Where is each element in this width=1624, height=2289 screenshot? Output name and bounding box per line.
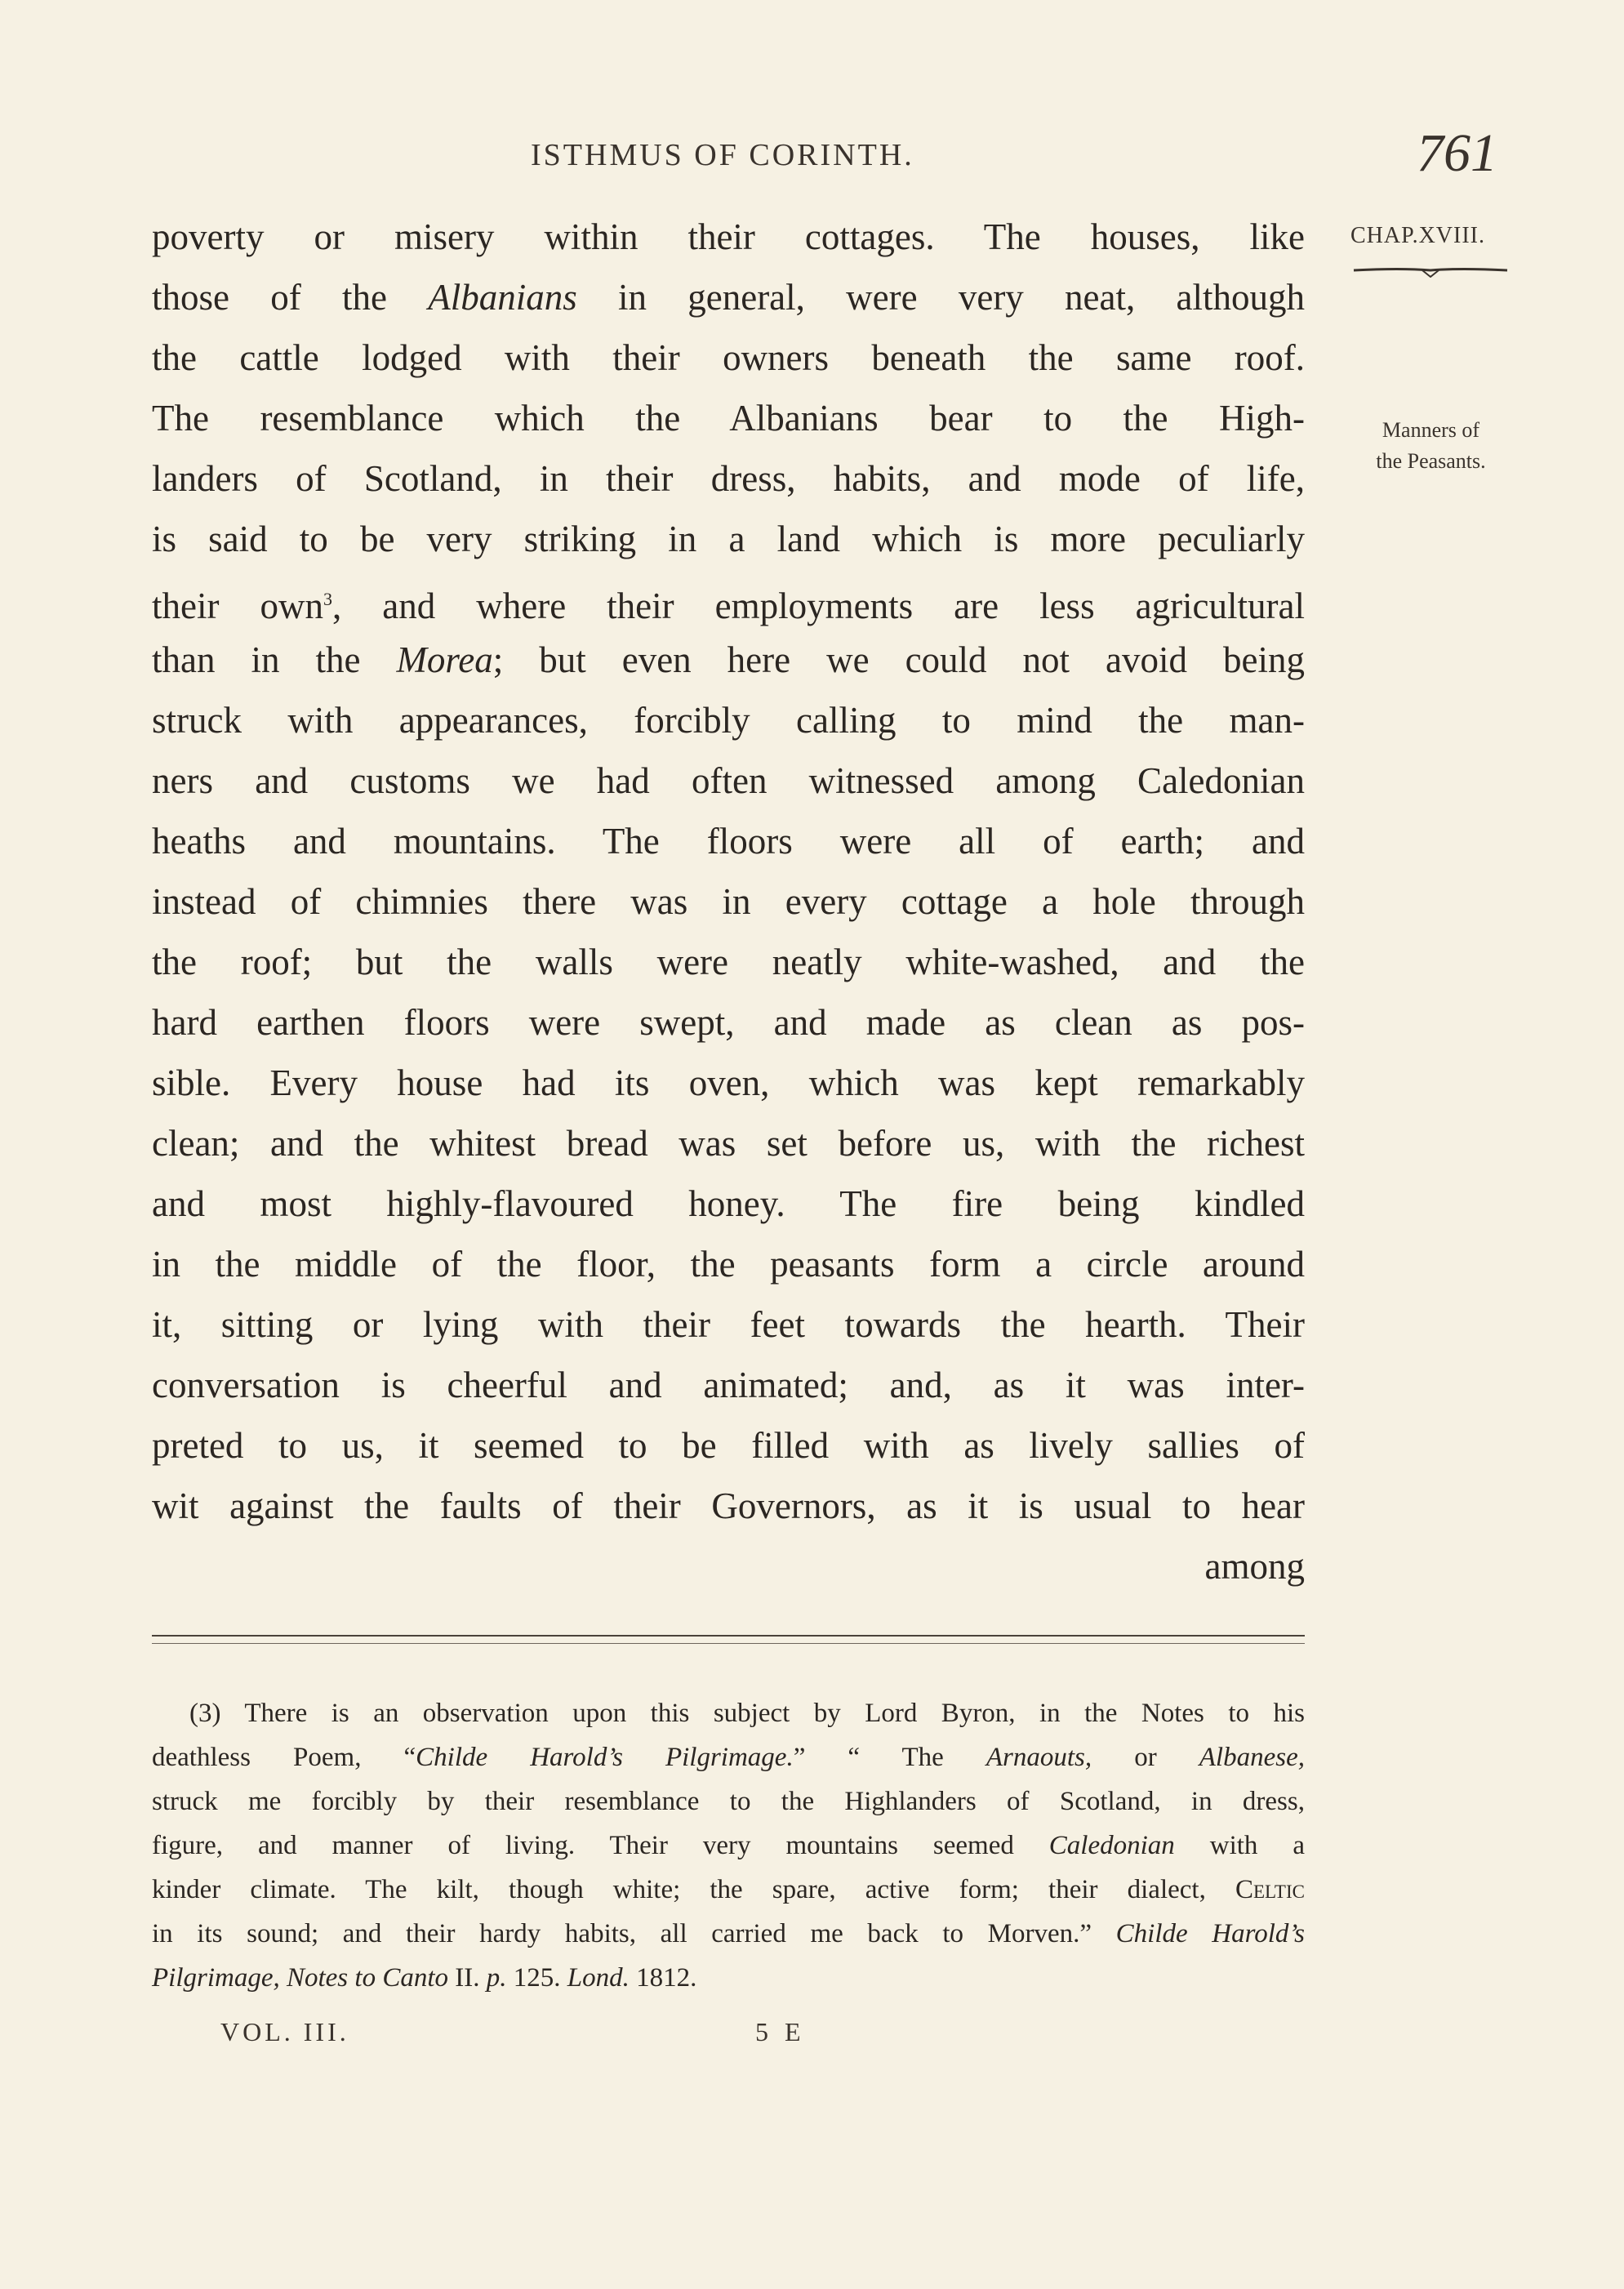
text-line: instead of chimnies there was in every cottage a hole through bbox=[152, 881, 1305, 922]
footnote-line: deathless Poem, “Childe Harold’s Pilgrimage.” “ The Arnaouts, or Albanese, bbox=[152, 1743, 1305, 1772]
chapter-rule-ornament bbox=[1352, 266, 1509, 278]
footnote-line: struck me forcibly by their resemblance to the Highlanders of Scotland, in dress, bbox=[152, 1787, 1305, 1816]
text-line: in the middle of the floor, the peasants form a circle around bbox=[152, 1244, 1305, 1285]
footnote-line: (3) There is an observation upon this subject by Lord Byron, in the Notes to his bbox=[189, 1699, 1305, 1728]
gathering-signature: 5 E bbox=[755, 2017, 806, 2046]
italic-term: Albanians bbox=[428, 277, 577, 318]
marginal-note bbox=[1343, 415, 1519, 477]
volume-signature: VOL. III. bbox=[220, 2017, 349, 2046]
footnote bbox=[152, 1691, 1305, 2000]
marginal-note-line: Manners of bbox=[1382, 418, 1480, 442]
text-line: heaths and mountains. The floors were all of earth; and bbox=[152, 821, 1305, 862]
small-caps-term: Celtic bbox=[1235, 1875, 1305, 1904]
page-number: 761 bbox=[1417, 123, 1497, 183]
catchword: among bbox=[1204, 1546, 1305, 1587]
footnote-line: figure, and manner of living. Their very mountains seemed Caledonian with a bbox=[152, 1831, 1305, 1860]
text-line: is said to be very striking in a land which is more peculiarly bbox=[152, 519, 1305, 559]
text-line: clean; and the whitest bread was set before us, with the richest bbox=[152, 1123, 1305, 1164]
running-head: ISTHMUS OF CORINTH. bbox=[531, 138, 914, 172]
text-line: landers of Scotland, in their dress, habits, and mode of life, bbox=[152, 458, 1305, 499]
text-line: it, sitting or lying with their feet towards the hearth. Their bbox=[152, 1304, 1305, 1345]
text-line: struck with appearances, forcibly calling to mind the man- bbox=[152, 700, 1305, 741]
footnote-line: in its sound; and their hardy habits, all carried me back to Morven.” Childe Harold’s bbox=[152, 1919, 1305, 1948]
text-line: the roof; but the walls were neatly white-washed, and the bbox=[152, 942, 1305, 982]
text-line: conversation is cheerful and animated; and, as it was inter- bbox=[152, 1365, 1305, 1405]
footnote-ref: 3 bbox=[323, 589, 332, 609]
main-text bbox=[152, 207, 1305, 1597]
text-line: sible. Every house had its oven, which was kept remarkably bbox=[152, 1062, 1305, 1103]
text-line: their own$^3$, and where their employments are less agricultural bbox=[152, 586, 1305, 626]
footnote-rule bbox=[152, 1643, 1305, 1644]
footnote-rule bbox=[152, 1635, 1305, 1637]
italic-term: Morea bbox=[396, 639, 493, 680]
text-line: wit against the faults of their Governors, as it is usual to hear bbox=[152, 1485, 1305, 1526]
text-line: The resemblance which the Albanians bear to the High- bbox=[152, 398, 1305, 439]
footnote-line: kinder climate. The kilt, though white; the spare, active form; their dialect, Celtic bbox=[152, 1875, 1305, 1904]
text-line: those of the Albanians in general, were very neat, although bbox=[152, 277, 1305, 318]
text-line: ners and customs we had often witnessed among Caledonian bbox=[152, 760, 1305, 801]
marginal-note-line: the Peasants. bbox=[1376, 449, 1486, 473]
text-line: the cattle lodged with their owners beneath the same roof. bbox=[152, 337, 1305, 378]
text-line: hard earthen floors were swept, and made as clean as pos- bbox=[152, 1002, 1305, 1043]
footnote-line: Pilgrimage, Notes to Canto II. p. 125. Lond. 1812. bbox=[152, 1963, 697, 1993]
text-line: poverty or misery within their cottages. The houses, like bbox=[152, 216, 1305, 257]
text-line: preted to us, it seemed to be filled with as lively sallies of bbox=[152, 1425, 1305, 1466]
text-line: than in the Morea; but even here we could not avoid being bbox=[152, 639, 1305, 680]
chapter-marker: CHAP.XVIII. bbox=[1350, 223, 1485, 248]
text-line: and most highly-flavoured honey. The fire being kindled bbox=[152, 1183, 1305, 1224]
